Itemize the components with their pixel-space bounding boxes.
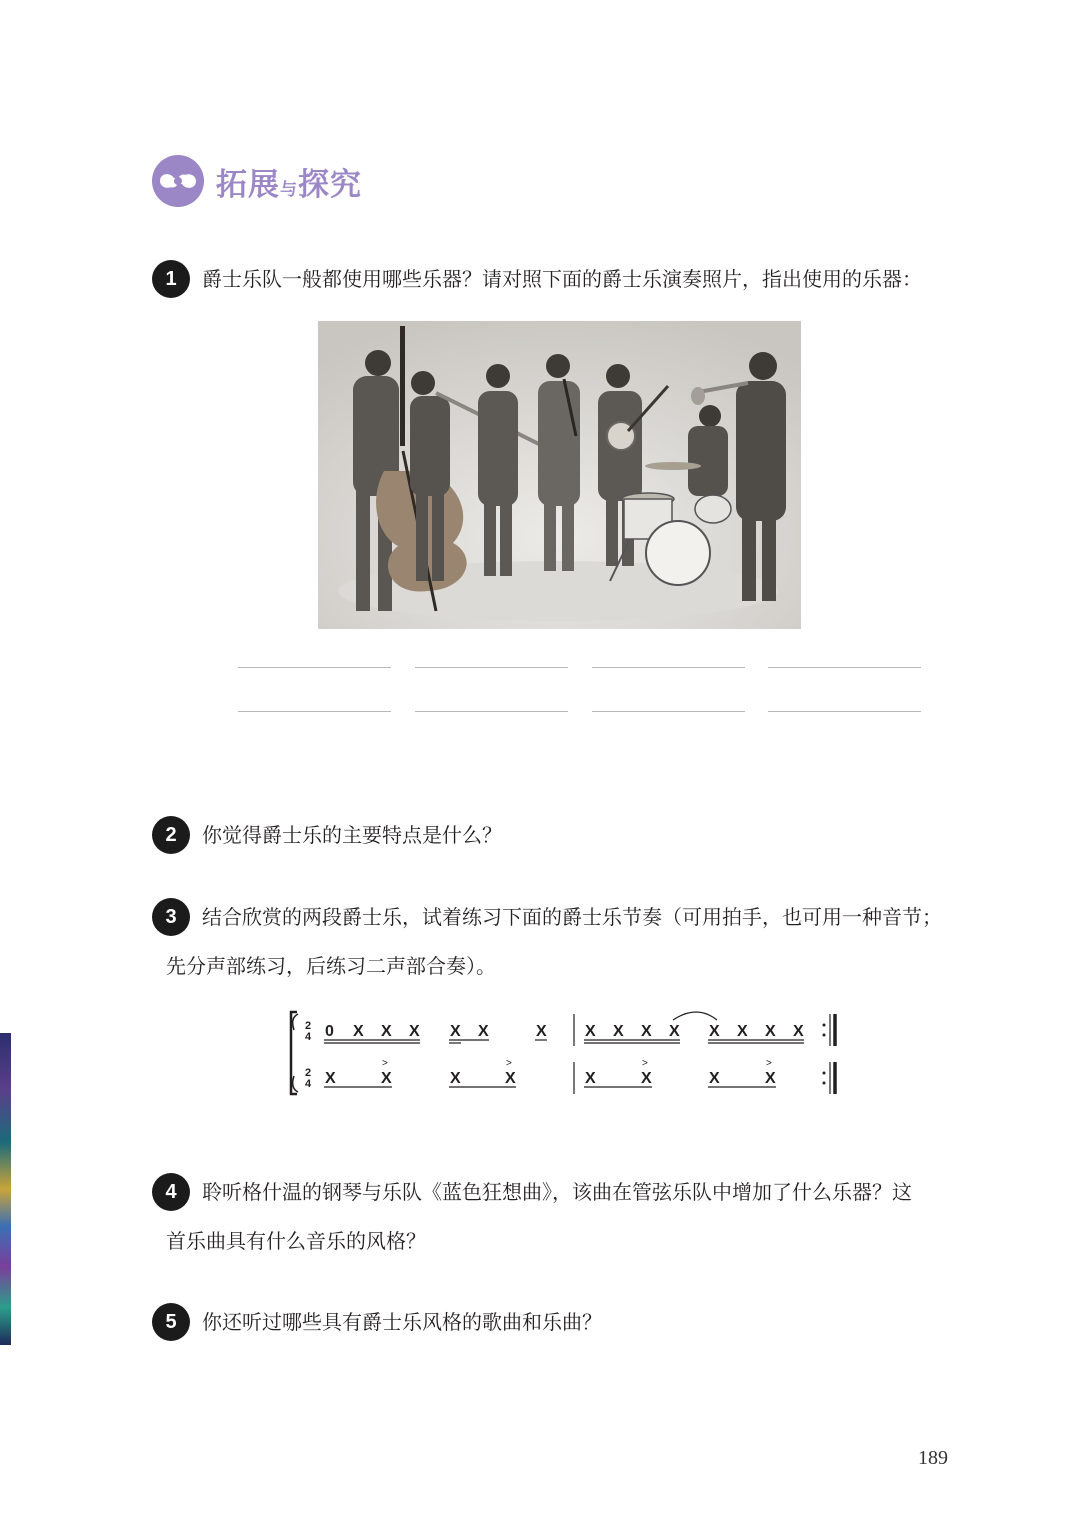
answer-blank-line[interactable] (238, 667, 391, 668)
answer-blank-line[interactable] (415, 667, 568, 668)
accent-mark: > (766, 1058, 772, 1069)
answer-blank-line[interactable] (768, 667, 921, 668)
question-number: 4 (152, 1173, 190, 1211)
section-header (152, 155, 362, 207)
accent-mark: > (506, 1058, 512, 1069)
question-number: 1 (152, 260, 190, 298)
question-text: 结合欣赏的两段爵士乐，试着练习下面的爵士乐节奏（可用拍手，也可用一种音节； (202, 905, 942, 929)
rhythm-note: X (478, 1023, 489, 1040)
page-number: 189 (918, 1447, 948, 1469)
answer-blank-line[interactable] (768, 711, 921, 712)
rhythm-note: X (505, 1070, 516, 1087)
jazz-band-photo (318, 321, 801, 629)
question-number: 5 (152, 1303, 190, 1341)
rhythm-note: X (793, 1023, 804, 1040)
question-text: 你还听过哪些具有爵士乐风格的歌曲和乐曲？ (202, 1310, 602, 1334)
question-2 (152, 816, 502, 854)
question-number: 2 (152, 816, 190, 854)
rhythm-note: X (765, 1070, 776, 1087)
answer-blank-line[interactable] (592, 711, 745, 712)
time-signature-top: 2 (305, 1020, 312, 1032)
question-number: 3 (152, 898, 190, 936)
question-4 (152, 1173, 912, 1211)
rhythm-note: X (325, 1070, 336, 1087)
time-signature-bottom: 4 (305, 1078, 312, 1090)
rhythm-note: X (641, 1023, 652, 1040)
answer-blank-line[interactable] (592, 667, 745, 668)
rhythm-note: X (641, 1070, 652, 1087)
rhythm-note: X (669, 1023, 680, 1040)
rhythm-note: X (585, 1070, 596, 1087)
question-text-continuation: 首乐曲具有什么音乐的风格？ (166, 1229, 426, 1253)
rhythm-note: X (613, 1023, 624, 1040)
time-signature-bottom: 4 (305, 1031, 312, 1043)
rhythm-note: X (409, 1023, 420, 1040)
accent-mark: > (642, 1058, 648, 1069)
rhythm-note: X (450, 1070, 461, 1087)
rhythm-note: X (709, 1023, 720, 1040)
question-text: 爵士乐队一般都使用哪些乐器？请对照下面的爵士乐演奏照片，指出使用的乐器： (202, 267, 922, 291)
rhythm-note: X (536, 1023, 547, 1040)
rhythm-note: X (709, 1070, 720, 1087)
rhythm-note: X (585, 1023, 596, 1040)
infinity-wave-icon (152, 155, 204, 207)
question-3 (152, 898, 942, 936)
question-1 (152, 260, 922, 298)
rhythm-note: 0 (325, 1023, 334, 1040)
side-decoration (0, 1033, 11, 1345)
time-signature-top: 2 (305, 1067, 312, 1079)
answer-blank-line[interactable] (415, 711, 568, 712)
rhythm-note: X (737, 1023, 748, 1040)
question-5 (152, 1303, 602, 1341)
rhythm-note: X (381, 1023, 392, 1040)
rhythm-score (285, 1008, 845, 1098)
question-text-continuation: 先分声部练习，后练习二声部合奏）。 (166, 954, 496, 978)
rhythm-note: X (381, 1070, 392, 1087)
question-text: 聆听格什温的钢琴与乐队《蓝色狂想曲》，该曲在管弦乐队中增加了什么乐器？这 (202, 1180, 912, 1204)
rhythm-note: X (450, 1023, 461, 1040)
accent-mark: > (382, 1058, 388, 1069)
section-title: 拓展与探究 (216, 166, 362, 203)
question-text: 你觉得爵士乐的主要特点是什么？ (202, 823, 502, 847)
rhythm-note: X (353, 1023, 364, 1040)
rhythm-note: X (765, 1023, 776, 1040)
answer-blank-line[interactable] (238, 711, 391, 712)
